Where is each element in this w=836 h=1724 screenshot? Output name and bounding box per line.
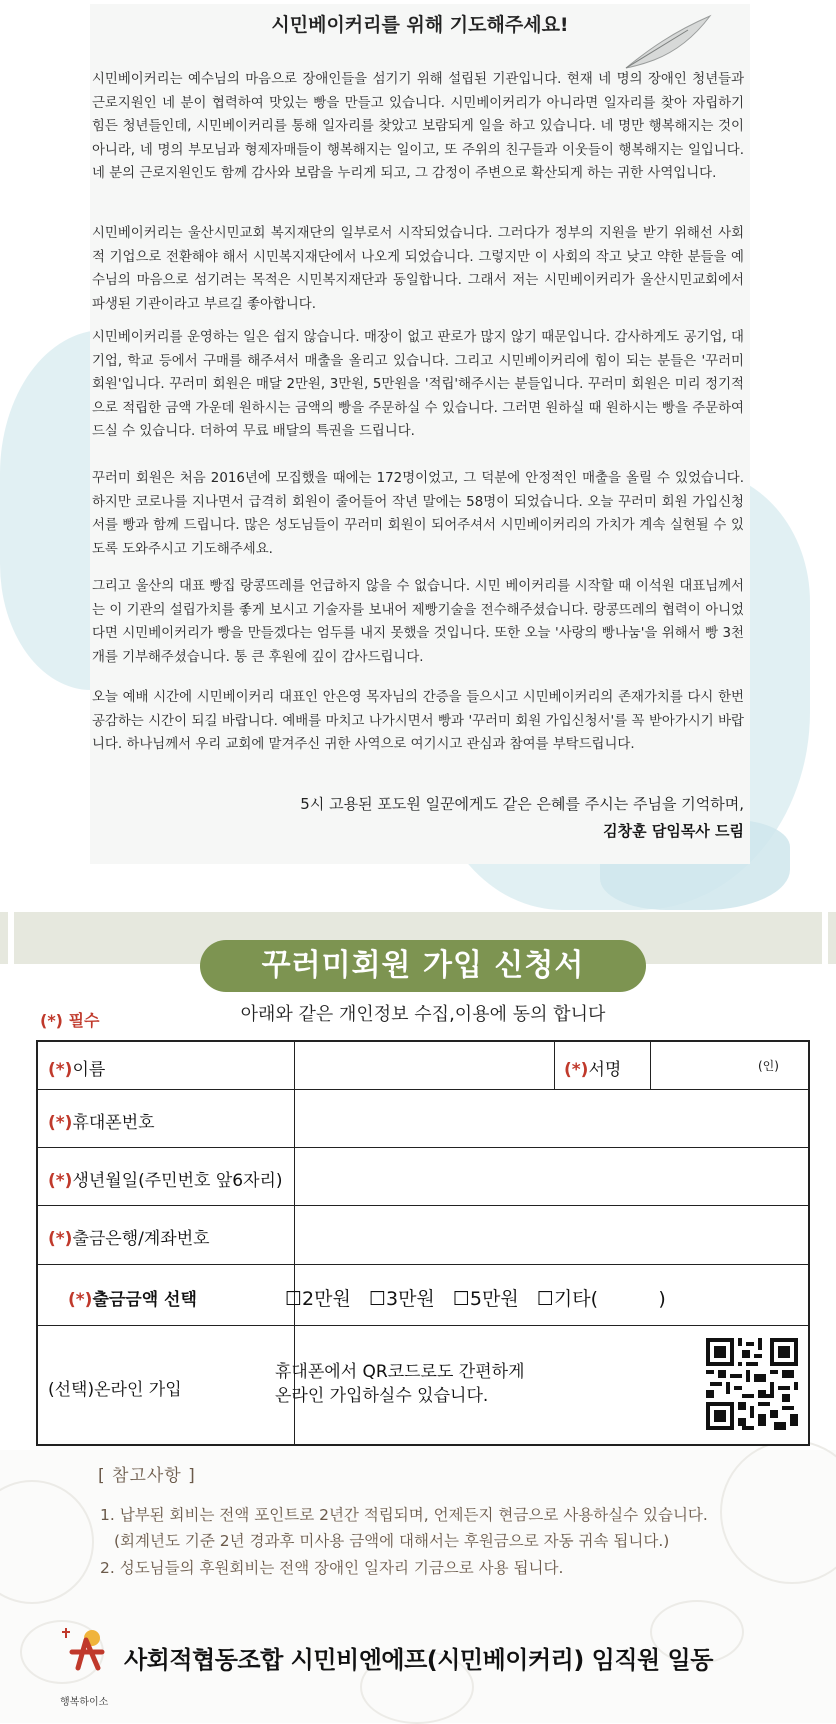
- happy-house-logo-icon: [58, 1618, 114, 1690]
- organization-name: 사회적협동조합 시민비엔에프(시민베이커리) 임직원 일동: [124, 1646, 713, 1674]
- seal-mark: (인): [758, 1059, 779, 1073]
- signature-label: (*)서명: [564, 1060, 622, 1080]
- letter-paragraph: 시민베이커리는 울산시민교회 복지재단의 일부로서 시작되었습니다. 그러다가 정부의 지원을 받기 위해선 사회적 기업으로 전환해야 해서 시민복지재단에서 나오게 되었습니다. 그렇지만 이 사회의 작고 낮고 약한 분들을 예수님의 마음으로 섬기려는 목적은 시민복지재단과 동일합니다. 그래서 저는 시민베이커리가 울산시민교회에서 파생된 기관이라고 부르길 좋아합니다.: [92, 226, 744, 312]
- letter-paragraph: 그리고 울산의 대표 빵집 랑콩뜨레를 언급하지 않을 수 없습니다. 시민 베이커리를 시작할 때 이석원 대표님께서는 이 기관의 설립가치를 좋게 보시고 기술자를 보내어 제빵기술을 전수해주셨습니다. 랑콩뜨레의 협력이 아니었다면 시민베이커리가 빵을 만들겠다는 엄두를 내지 못했을 것입니다. 또한 오늘 '사랑의 빵나눔'을 위해서 빵 3천개를 기부해주셨습니다. 통 큰 후원에 깊이 감사드립니다.: [92, 579, 744, 665]
- feather-icon: [618, 10, 718, 72]
- notes-title: [ 참고사항 ]: [98, 1466, 196, 1486]
- letter-closing: 5시 고용된 포도원 일꾼에게도 같은 은혜를 주시는 주님을 기억하며,: [300, 795, 744, 813]
- form-title: 꾸러미회원 가입 신청서: [200, 940, 646, 992]
- letter-paragraph: 시민베이커리는 예수님의 마음으로 장애인들을 섬기기 위해 설립된 기관입니다. 현재 네 명의 장애인 청년들과 근로지원인 네 분이 협력하여 맛있는 빵을 만들고 있습니다. 시민베이커리가 아니라면 일자리를 찾아 자립하기 힘든 청년들인데, 시민베이커리를 통해 일자리를 찾았고 보람되게 일을 하고 있습니다. 네 명만 행복해지는 것이 아니라, 네 명의 부모님과 형제자매들이 행복해지는 일이고, 또 주위의 친구들과 이웃들이 행복해지는 일입니다. 네 분의 근로지원인도 함께 감사와 보람을 누리게 되고, 그 감정이 주변으로 확산되게 하는 귀한 사역입니다.: [92, 72, 744, 181]
- online-label: (선택)온라인 가입: [48, 1380, 182, 1400]
- bakery-pattern-background: [0, 1450, 836, 1723]
- note-item: (회계년도 기준 2년 경과후 미사용 금액에 대해서는 후원금으로 자동 귀속 됩니다.): [114, 1532, 670, 1550]
- letter-paragraph: 오늘 예배 시간에 시민베이커리 대표인 안은영 목자님의 간증을 들으시고 시민베이커리의 존재가치를 다시 한번 공감하는 시간이 되길 바랍니다. 예배를 마치고 나가시면서 빵과 '꾸러미 회원 가입신청서'를 꼭 받아가시기 바랍니다. 하나님께서 우리 교회에 맡겨주신 귀한 사역으로 여기시고 관심과 참여를 부탁드립니다.: [92, 690, 744, 752]
- phone-label: (*)휴대폰번호: [48, 1113, 155, 1133]
- amount-options[interactable]: ☐2만원 ☐3만원 ☐5만원 ☐기타( ): [285, 1288, 666, 1310]
- letter-paragraph: 시민베이커리를 운영하는 일은 쉽지 않습니다. 매장이 없고 판로가 많지 않기 때문입니다. 감사하게도 공기업, 대기업, 학교 등에서 구매를 해주셔서 매출을 올리고 있습니다. 그리고 시민베이커리에 힘이 되는 분들은 '꾸러미 회원'입니다. 꾸러미 회원은 매달 2만원, 3만원, 5만원을 '적립'해주시는 분들입니다. 꾸러미 회원은 미리 정기적으로 적립한 금액 가운데 원하시는 금액의 빵을 주문하실 수 있습니다. 그러면 원하실 때 원하시는 빵을 주문하여 드실 수 있습니다. 더하여 무료 배달의 특권을 드립니다.: [92, 330, 744, 439]
- letter-title: 시민베이커리를 위해 기도해주세요!: [271, 14, 569, 36]
- required-note: (*) 필수: [40, 1011, 100, 1030]
- online-signup-text: 휴대폰에서 QR코드로도 간편하게 온라인 가입하실수 있습니다.: [275, 1362, 525, 1406]
- qr-code-icon[interactable]: [706, 1338, 798, 1430]
- note-item: 1. 납부된 회비는 전액 포인트로 2년간 적립되며, 언제든지 현금으로 사용하실수 있습니다.: [100, 1506, 708, 1524]
- logo-text: 행복하이소: [60, 1697, 109, 1708]
- note-item: 2. 성도님들의 후원회비는 전액 장애인 일자리 기금으로 사용 됩니다.: [100, 1559, 564, 1577]
- bank-account-field[interactable]: [296, 1206, 808, 1264]
- letter-signature: 김창훈 담임목사 드림: [603, 822, 744, 840]
- consent-text: 아래와 같은 개인정보 수집,이용에 동의 합니다: [240, 1004, 606, 1025]
- birth-field[interactable]: [296, 1148, 808, 1205]
- amount-label: (*)출금금액 선택: [68, 1290, 197, 1310]
- signature-field[interactable]: [652, 1042, 808, 1089]
- letter-paragraph: 꾸러미 회원은 처음 2016년에 모집했을 때에는 172명이었고, 그 덕분에 안정적인 매출을 올릴 수 있었습니다. 하지만 코로나를 지나면서 급격히 회원이 줄어들어 작년 말에는 58명이 되었습니다. 오늘 꾸러미 회원 가입신청서를 빵과 함께 드립니다. 많은 성도님들이 꾸러미 회원이 되어주셔서 시민베이커리의 가치가 계속 실현될 수 있도록 도와주시고 기도해주세요.: [92, 471, 744, 557]
- name-label: (*)이름: [48, 1060, 106, 1080]
- phone-field[interactable]: [296, 1090, 808, 1147]
- birth-label: (*)생년월일(주민번호 앞6자리): [48, 1171, 283, 1191]
- bank-label: (*)출금은행/계좌번호: [48, 1229, 210, 1249]
- name-field[interactable]: [296, 1042, 552, 1089]
